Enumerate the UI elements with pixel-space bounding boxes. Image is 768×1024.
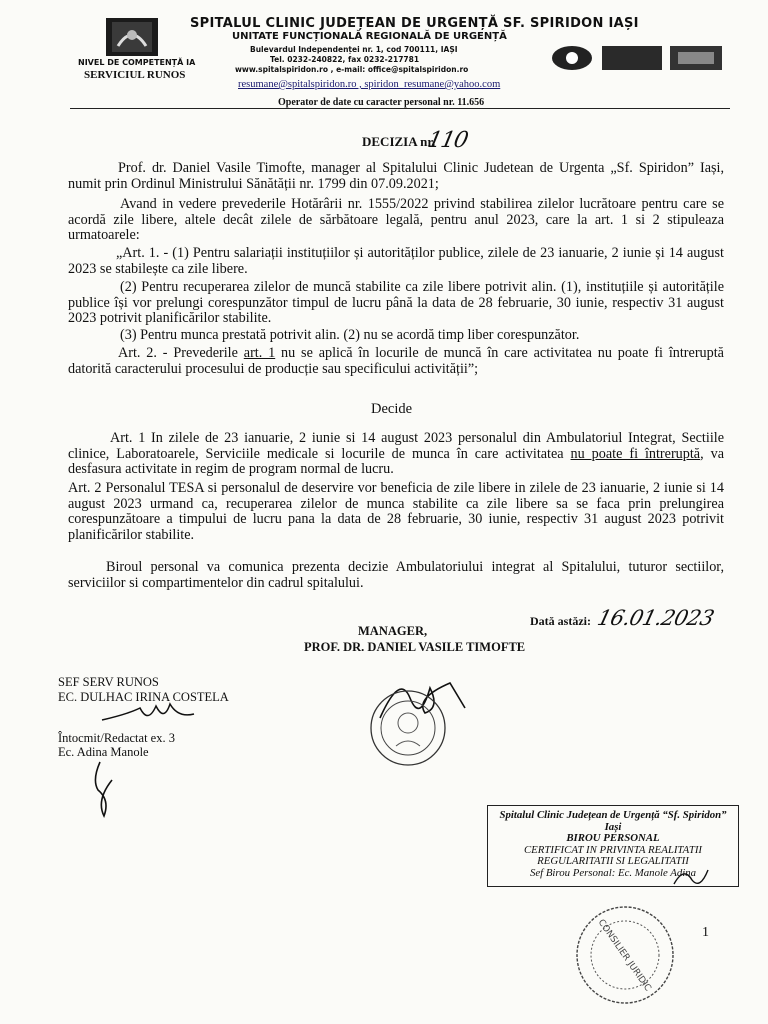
operator-notice: Operator de date cu caracter personal nr. 11.656	[278, 97, 485, 108]
cert-city: Iași	[604, 820, 622, 833]
unit-name: UNITATE FUNCȚIONALĂ REGIONALĂ DE URGENȚĂ	[232, 31, 507, 42]
competence-level: NIVEL DE COMPETENȚĂ IA	[78, 58, 196, 67]
header-rule	[70, 108, 730, 109]
cert-hospital: Spitalul Clinic Județean de Urgență “Sf. Spiridon”	[499, 809, 727, 821]
date-value: 16.01.2023	[595, 606, 717, 630]
closing-paragraph: Biroul personal va comunica prezenta decizie Ambulatoriului integrat al Spitalului, tuturor sectiilor, serviciilor si compartimentelor din cadrul spitalului.	[68, 559, 724, 591]
runos-head-title: SEF SERV RUNOS	[58, 675, 159, 689]
legal-basis-paragraph: Avand in vedere prevederile Hotărârii nr. 1555/2022 privind stabilirea zilelor lucrătoare pentru care se acordă zile libere, altele decât zilele de sărbătoare legală, pentru anul 2023, care la art. 1 si 2 stipuleaza urmatoarele:	[68, 196, 724, 244]
web-email: www.spitalspiridon.ro , e-mail: office@spitalspiridon.ro	[235, 65, 469, 74]
page-number: 1	[702, 925, 709, 940]
hospital-logo	[106, 18, 158, 56]
manager-name: PROF. DR. DANIEL VASILE TIMOFTE	[304, 640, 526, 654]
decision-label: DECIZIA nr.	[362, 134, 436, 149]
phone-fax: Tel. 0232-240822, fax 0232-217781	[270, 55, 420, 64]
cert-line-1: CERTIFICAT IN PRIVINTA REALITATII	[523, 843, 703, 856]
contact-emails[interactable]: resumane@spitalspiridon.ro , spiridon_resumane@yahoo.com	[238, 79, 501, 90]
quote-art1-3: (3) Pentru munca prestată potrivit alin. (2) nu se acordă timp liber corespunzător.	[120, 327, 580, 343]
decide-heading: Decide	[371, 401, 413, 417]
prepared-by: Întocmit/Redactat ex. 3	[58, 731, 175, 745]
art1-reference-link[interactable]: art. 1	[243, 345, 276, 361]
intro-paragraph: Prof. dr. Daniel Vasile Timofte, manager al Spitalului Clinic Judetean de Urgenta „Sf. Spiridon” Iași, numit prin Ordinul Ministrului Sănătății nr. 1799 din 07.09.2021;	[68, 160, 724, 192]
prepared-by-name: Ec. Adina Manole	[58, 745, 149, 759]
cert-line-2: REGULARITATII SI LEGALITATII	[537, 855, 689, 867]
decision-art1: Art. 1 In zilele de 23 ianuarie, 2 iunie si 14 august 2023 personalul din Ambulatoriul Integrat, Sectiile clinice, Laboratoarele, Serviciile medicale si locurile de munca în care activitatea nu poate fi întreruptă, va desfasura activitate in regim de program normal de lucru.	[68, 430, 724, 478]
hospital-round-seal	[368, 688, 448, 773]
runos-signature	[98, 696, 198, 735]
manager-title: MANAGER,	[358, 624, 428, 638]
runos-head-name: EC. DULHAC IRINA COSTELA	[58, 690, 229, 704]
certification-logos	[550, 44, 726, 72]
service-name: SERVICIUL RUNOS	[84, 69, 186, 81]
quote-art1-1: „Art. 1. - (1) Pentru salariații instituțiilor și autorităților publice, zilele de 23 ianuarie, 2 iunie și 14 august 2023 se stabilește ca zile libere.	[68, 245, 724, 277]
hospital-name: SPITALUL CLINIC JUDEȚEAN DE URGENȚĂ SF. SPIRIDON IAȘI	[190, 16, 639, 31]
address: Bulevardul Independenței nr. 1, cod 700111, IAȘI	[250, 45, 458, 54]
decision-art2: Art. 2 Personalul TESA si personalul de deservire vor beneficia de zile libere in zilele de 23 ianuarie, 2 iunie si 14 august 2023 urmand ca, recuperarea zilelor de munca stabilite ca zile libere sa se faca prin prelungirea corespunzătoare a timpului de lucru pana la data de 28 februarie, 30 iunie, respectiv 31 august 2023 potrivit planificărilor stabilite.	[68, 480, 724, 543]
legal-advisor-seal	[570, 900, 680, 1015]
cert-signatory: Sef Birou Personal: Ec. Manole Adina	[529, 866, 697, 879]
preparer-signature	[86, 760, 126, 825]
date-label: Dată astăzi:	[530, 614, 591, 628]
quote-art1-2: (2) Pentru recuperarea zilelor de muncă stabilite ca zile libere potrivit alin. (1), instituțiile și autoritățile publice își vor prelungi corespunzător timpul de lucru până la data de 28 februarie, 30 iunie, respectiv 31 august 2023 potrivit planificărilor stabilite.	[68, 279, 724, 327]
cert-department: BIROU PERSONAL	[566, 832, 660, 844]
decision-title	[362, 134, 435, 150]
cert-signature	[672, 862, 712, 897]
seal-text: CONSILIER JURIDIC	[595, 917, 653, 994]
decision-number: 110	[425, 128, 470, 153]
quote-art2: Art. 2. - Prevederile art. 1 nu se aplică în locurile de muncă în care activitatea nu poate fi întreruptă datorită caracterului procesului de producție sau specificului activității”;	[68, 345, 724, 377]
